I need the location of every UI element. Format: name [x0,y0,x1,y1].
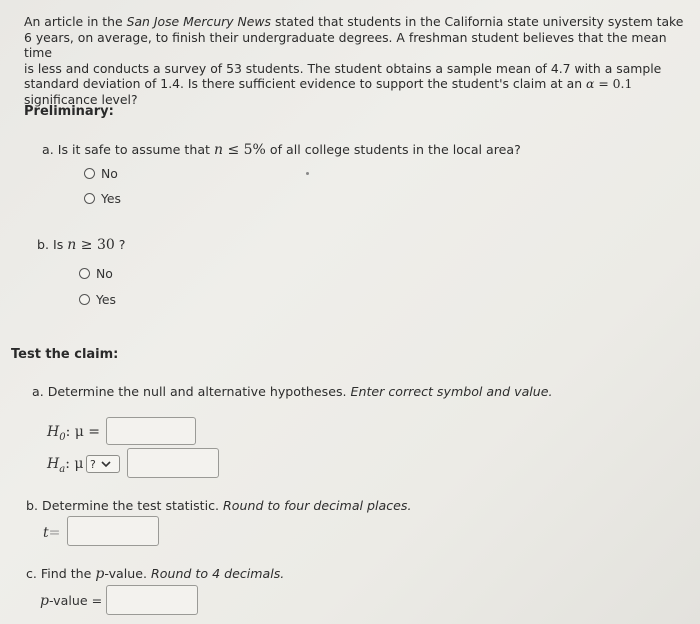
problem-line-3: is less and conducts a survey of 53 students. The student obtains a sample mean of 4.7 with a sample [24,60,662,76]
radio-button[interactable] [84,193,95,204]
publication-name: San Jose Mercury News [126,14,272,29]
alpha-symbol: α [586,76,595,92]
problem-line-2: 6 years, on average, to finish their undergraduate degrees. A freshman student believes that the mean time [24,29,667,61]
radio-button[interactable] [79,268,90,279]
qa-option-no[interactable]: No [84,166,118,181]
problem-line-4: standard deviation of 1.4. Is there sufficient evidence to support the student's claim at an α = 0.1 [24,76,633,92]
qb-option-yes[interactable]: Yes [79,292,116,307]
problem-line-5: significance level? [24,91,138,107]
stray-dot [306,172,309,175]
h0-value-input[interactable] [106,417,196,445]
preliminary-heading: Preliminary: [24,104,114,119]
test-claim-heading: Test the claim: [11,347,119,362]
question-b-test-statistic: b. Determine the test statistic. Round to four decimal places. [26,498,412,513]
ha-label: $H_a$: μ [47,456,84,475]
p-value-input[interactable] [106,585,198,615]
t-statistic-input[interactable] [67,516,159,546]
radio-button[interactable] [79,294,90,305]
problem-line-1: An article in the San Jose Mercury News stated that students in the California state university system take [24,14,684,29]
chevron-down-icon [101,460,111,468]
question-a-hypotheses: a. Determine the null and alternative hypotheses. Enter correct symbol and value. [32,384,553,399]
h0-label: $H_0$: μ = [47,424,101,443]
ha-value-input[interactable] [127,448,219,478]
radio-button[interactable] [84,168,95,179]
qb-option-no[interactable]: No [79,266,113,281]
qa-option-yes[interactable]: Yes [84,191,121,206]
question-a-preliminary: a. Is it safe to assume that n ≤ 5% of all college students in the local area? [42,142,521,158]
question-b-preliminary: b. Is n ≥ 30 ? [37,237,126,253]
question-c-p-value: c. Find the p-value. Round to 4 decimals. [26,566,285,582]
t-label: t= [43,525,61,541]
p-value-label: p-value = [40,593,103,609]
problem-statement [24,14,689,108]
ha-symbol-select[interactable]: ? [86,455,120,473]
